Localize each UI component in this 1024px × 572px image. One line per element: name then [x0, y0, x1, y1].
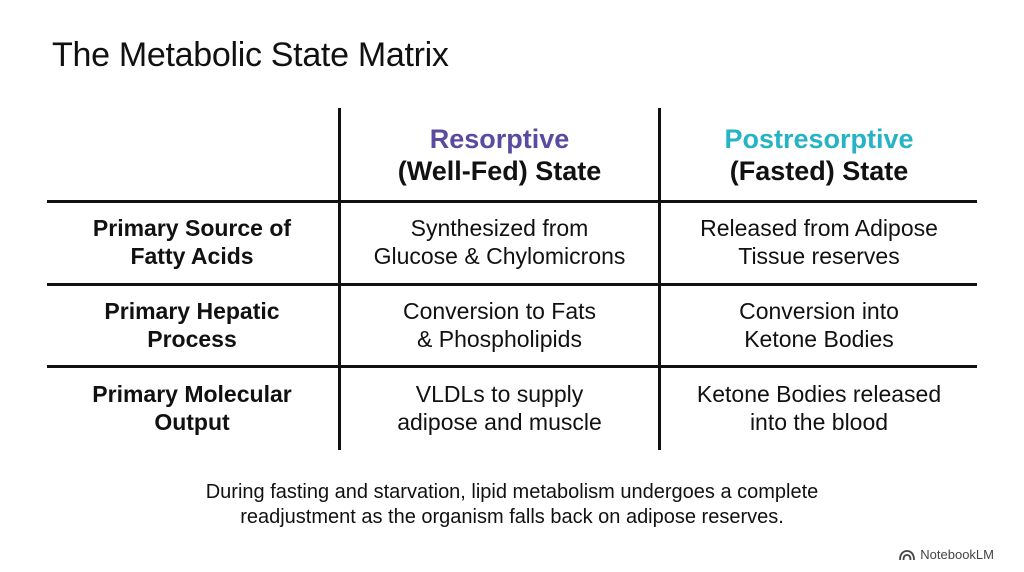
cell-text-line: adipose and muscle [397, 409, 602, 435]
cell-resorptive-molecular-output [341, 368, 658, 450]
row-label-line: Process [147, 325, 237, 352]
cell-text-line: & Phospholipids [417, 325, 582, 352]
cell-text-line: Ketone Bodies released [696, 381, 942, 408]
cell-postresorptive-fatty-acid-source [661, 203, 977, 283]
cell-text-line: into the blood [749, 409, 889, 435]
row-label-line: Primary Hepatic [104, 297, 280, 324]
notebooklm-logo-icon [899, 549, 915, 561]
cell-postresorptive-molecular-output [661, 368, 977, 450]
cell-text-line: Tissue reserves [738, 243, 900, 269]
column-header-resorptive-title: Resorptive [429, 123, 570, 154]
cell-text-line: Synthesized from [410, 215, 589, 242]
cell-resorptive-fatty-acid-source [341, 203, 658, 283]
caption-line: readjustment as the organism falls back on adipose reserves. [240, 506, 784, 529]
brand-label: NotebookLM [920, 547, 994, 562]
row-label-hepatic-process [47, 286, 337, 365]
notebooklm-branding [899, 547, 994, 562]
cell-text-line: Ketone Bodies [744, 325, 894, 352]
row-label-fatty-acid-source [47, 203, 337, 283]
cell-resorptive-hepatic-process [341, 286, 658, 365]
cell-text-line: Conversion into [739, 297, 899, 324]
row-label-line: Fatty Acids [130, 243, 254, 269]
cell-text-line: Glucose & Chylomicrons [373, 243, 626, 269]
cell-postresorptive-hepatic-process [661, 286, 977, 365]
column-header-postresorptive-title: Postresorptive [724, 123, 914, 154]
caption-line: During fasting and starvation, lipid metabolism undergoes a complete [205, 481, 819, 503]
row-label-molecular-output [47, 368, 337, 450]
column-header-postresorptive-subtitle: (Fasted) State [729, 156, 909, 186]
column-header-postresorptive [661, 110, 977, 200]
slide-caption [112, 480, 912, 531]
cell-text-line: Released from Adipose [700, 215, 938, 242]
cell-text-line: VLDLs to supply [415, 381, 584, 408]
slide-title: The Metabolic State Matrix [52, 36, 449, 74]
cell-text-line: Conversion to Fats [402, 297, 597, 324]
column-header-resorptive-subtitle: (Well-Fed) State [397, 156, 602, 186]
row-label-line: Output [154, 409, 230, 435]
row-label-line: Primary Source of [92, 215, 292, 242]
column-header-resorptive [341, 110, 658, 200]
row-label-line: Primary Molecular [92, 381, 292, 408]
